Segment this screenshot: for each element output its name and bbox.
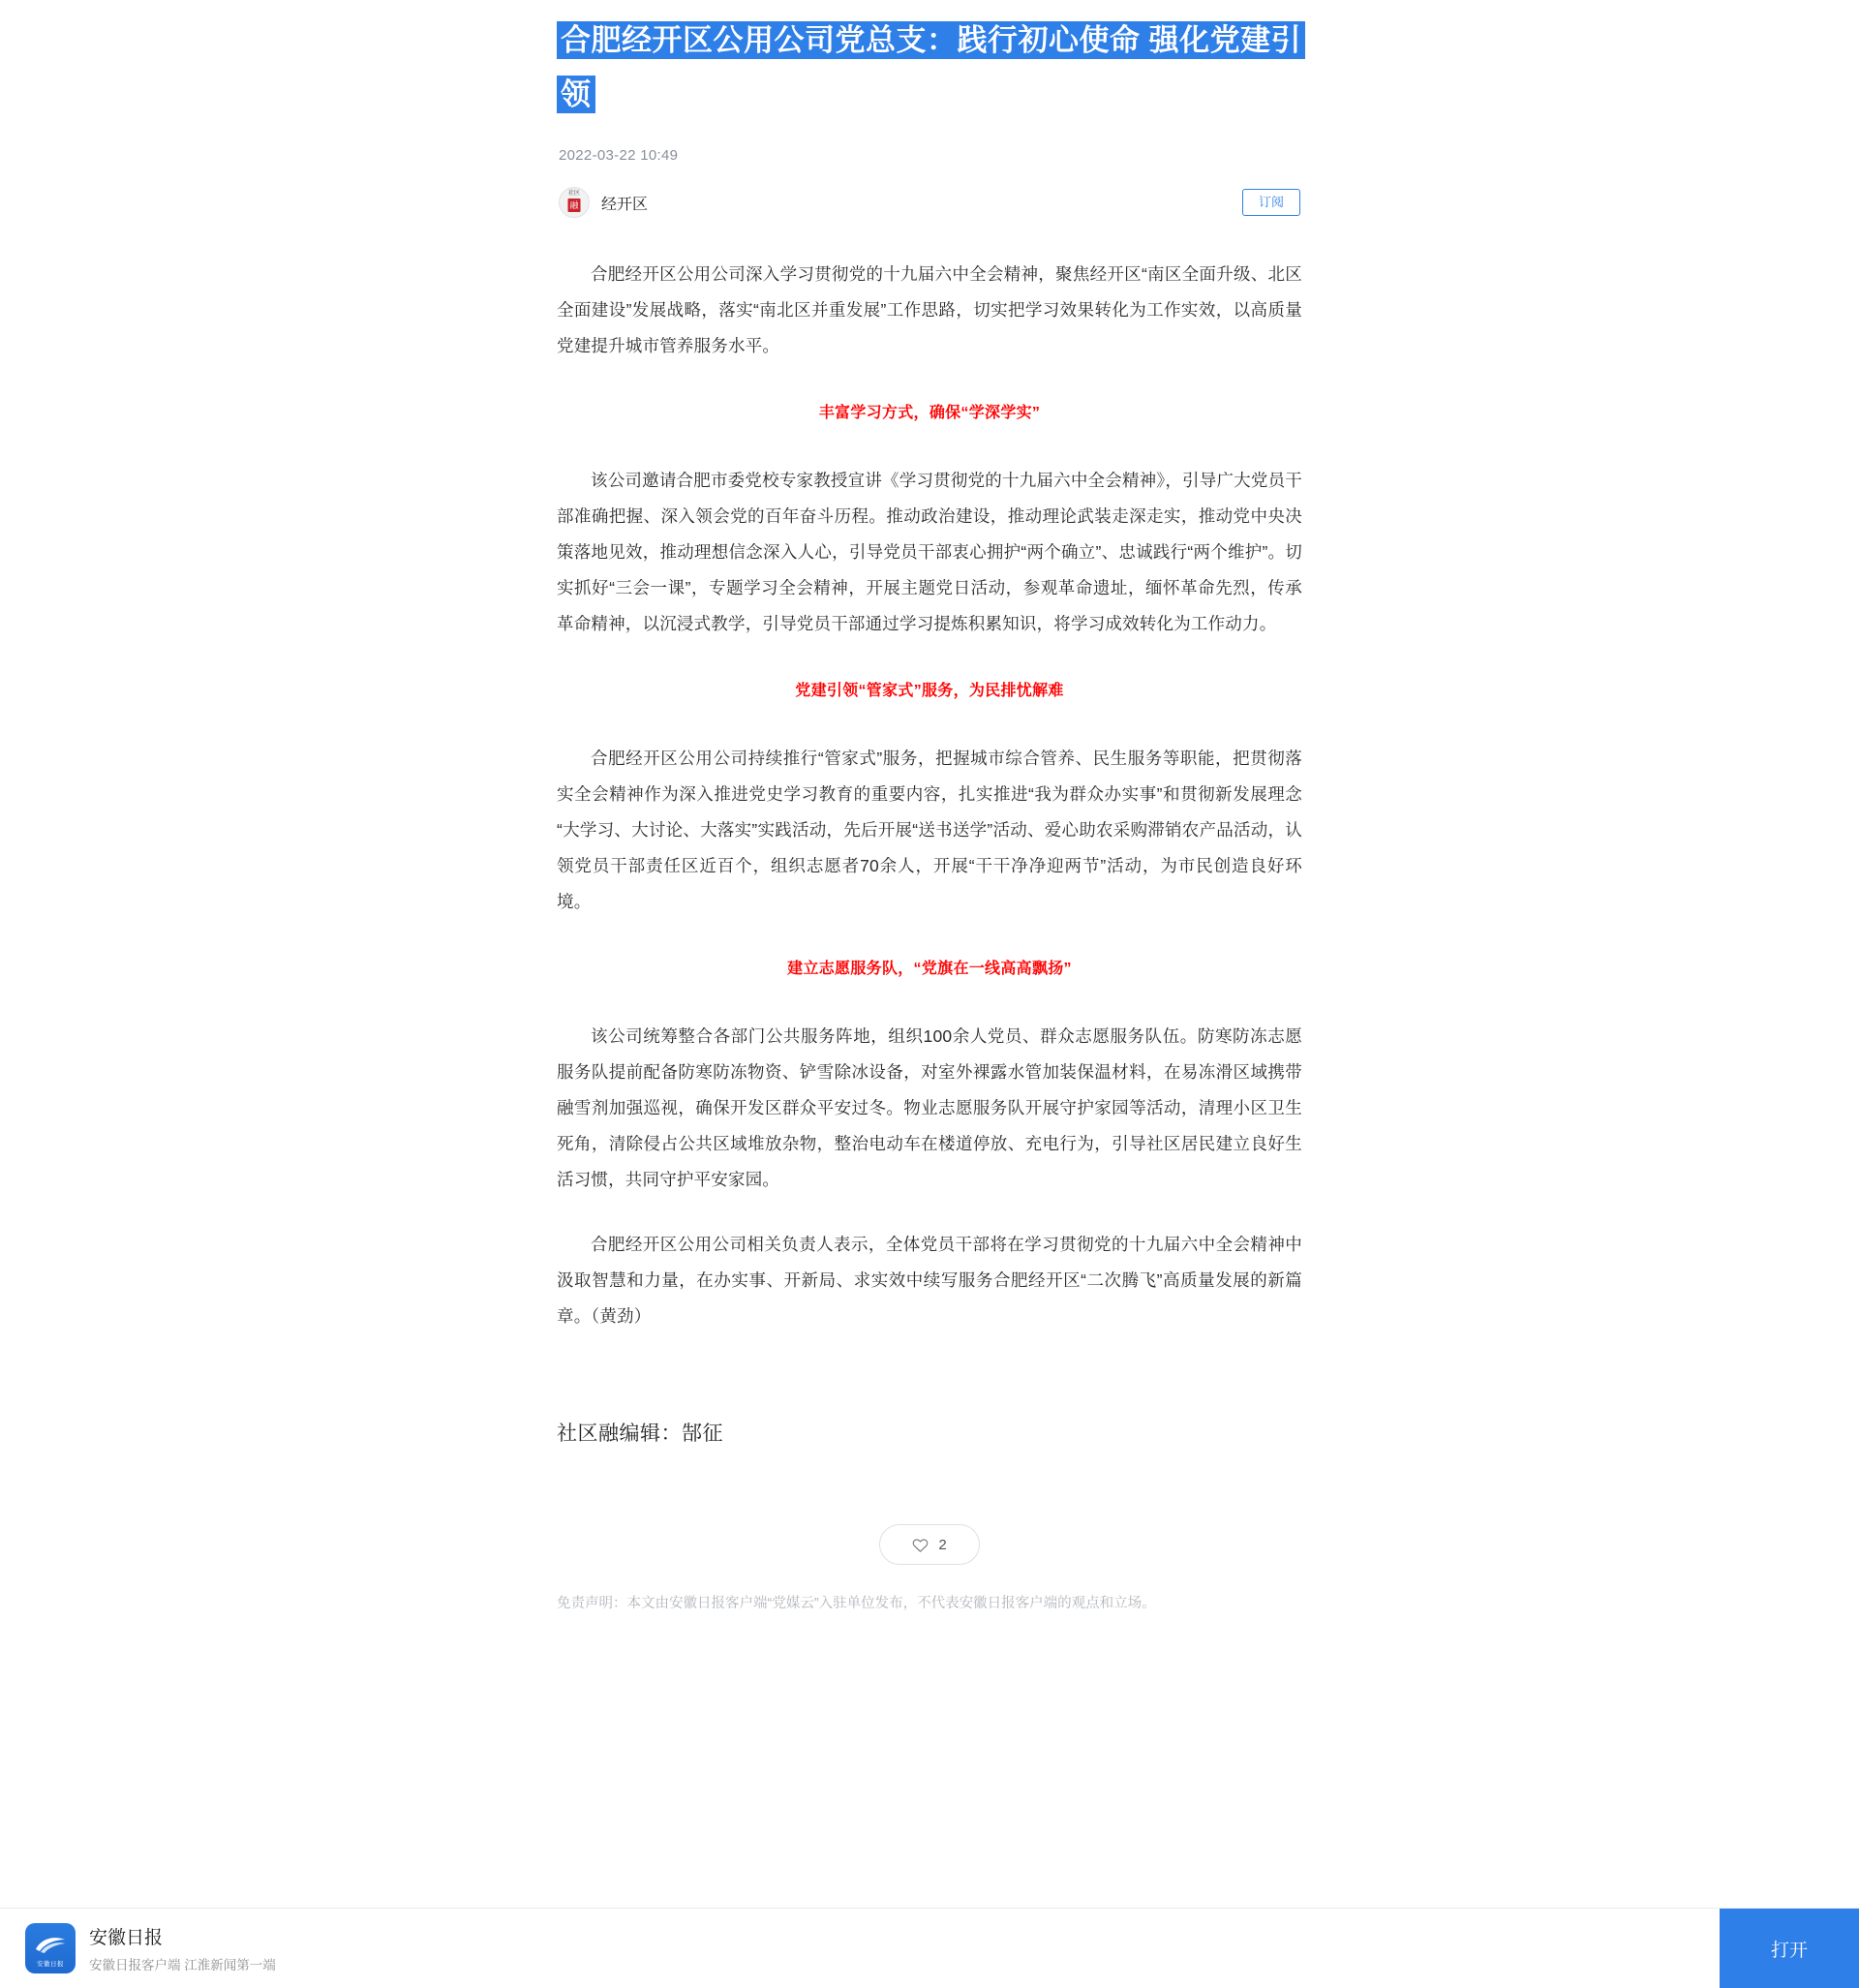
- app-info: [0, 1923, 276, 1973]
- source-name[interactable]: 经开区: [601, 196, 649, 213]
- disclaimer-text: 免责声明：本文由安徽日报客户端“党媒云”入驻单位发布，不代表安徽日报客户端的观点和立场。: [557, 1596, 1156, 1611]
- like-count: 2: [938, 1536, 947, 1553]
- app-logo-icon: [25, 1923, 76, 1973]
- app-description: 安徽日报客户端 江淮新闻第一端: [89, 1957, 276, 1973]
- subscribe-button[interactable]: 订阅: [1242, 189, 1300, 216]
- app-logo-caption: 安徽日报: [37, 1960, 64, 1968]
- editor-credit: 社区融编辑：郜征: [557, 1422, 723, 1445]
- article-paragraph: 该公司统筹整合各部门公共服务阵地，组织100余人党员、群众志愿服务队伍。防寒防冻志愿服务队提前配备防寒防冻物资、铲雪除冰设备，对室外裸露水管加装保温材料，在易冻滑区域携带融雪剂加强巡视，确保开发区群众平安过冬。物业志愿服务队开展守护家园等活动，清理小区卫生死角，清除侵占公共区域堆放杂物，整治电动车在楼道停放、充电行为，引导社区居民建立良好生活习惯，共同守护平安家园。: [557, 1026, 1302, 1189]
- publish-time: 2022-03-22 10:49: [559, 147, 679, 164]
- source-row: [557, 187, 1302, 218]
- article-subheading: 丰富学习方式，确保“学深学实”: [818, 405, 1041, 421]
- article-subheading: 建立志愿服务队，“党旗在一线高高飘扬”: [787, 961, 1072, 977]
- article-paragraph: 合肥经开区公用公司持续推行“管家式”服务，把握城市综合管养、民生服务等职能，把贯彻落实全会精神作为深入推进党史学习教育的重要内容，扎实推进“我为群众办实事”和贯彻新发展理念“大学习、大讨论、大落实”实践活动，先后开展“送书送学”活动、爱心助农采购滞销农产品活动，认领党员干部责任区近百个，组织志愿者70余人，开展“干干净净迎两节”活动，为市民创造良好环境。: [557, 749, 1302, 911]
- page-title: 合肥经开区公用公司党总支：践行初心使命 强化党建引领: [557, 21, 1305, 113]
- article-container: [557, 0, 1302, 1617]
- like-button[interactable]: [879, 1524, 980, 1565]
- app-text-block: [89, 1923, 276, 1973]
- heart-icon: [912, 1537, 929, 1553]
- article-paragraph: 合肥经开区公用公司深入学习贯彻党的十九届六中全会精神，聚焦经开区“南区全面升级、北区全面建设”发展战略，落实“南北区并重发展”工作思路，切实把学习效果转化为工作实效，以高质量党建提升城市管养服务水平。: [557, 264, 1302, 355]
- like-section: [557, 1524, 1302, 1565]
- app-name: 安徽日报: [89, 1927, 164, 1948]
- avatar-badge: 融: [569, 200, 579, 210]
- article-paragraph: 合肥经开区公用公司相关负责人表示，全体党员干部将在学习贯彻党的十九届六中全会精神中汲取智慧和力量，在办实事、开新局、求实效中续写服务合肥经开区“二次腾飞”高质量发展的新篇章。（黄劲）: [557, 1235, 1302, 1326]
- page-title-wrap: [557, 17, 1302, 126]
- source-info[interactable]: [559, 187, 648, 218]
- avatar: [559, 187, 590, 218]
- avatar-top-label: 社区: [567, 191, 580, 197]
- article-subheading: 党建引领“管家式”服务，为民排忧解难: [795, 683, 1064, 699]
- article-paragraph: 该公司邀请合肥市委党校专家教授宣讲《学习贯彻党的十九届六中全会精神》，引导广大党员干部准确把握、深入领会党的百年奋斗历程。推动政治建设，推动理论武装走深走实，推动党中央决策落地见效，推动理想信念深入人心，引导党员干部衷心拥护“两个确立”、忠诚践行“两个维护”。切实抓好“三会一课”，专题学习全会精神，开展主题党日活动，参观革命遗址，缅怀革命先烈，传承革命精神，以沉浸式教学，引导党员干部通过学习提炼积累知识，将学习成效转化为工作动力。: [557, 471, 1302, 633]
- open-app-button[interactable]: 打开: [1720, 1909, 1859, 1988]
- app-download-bar: [0, 1908, 1859, 1987]
